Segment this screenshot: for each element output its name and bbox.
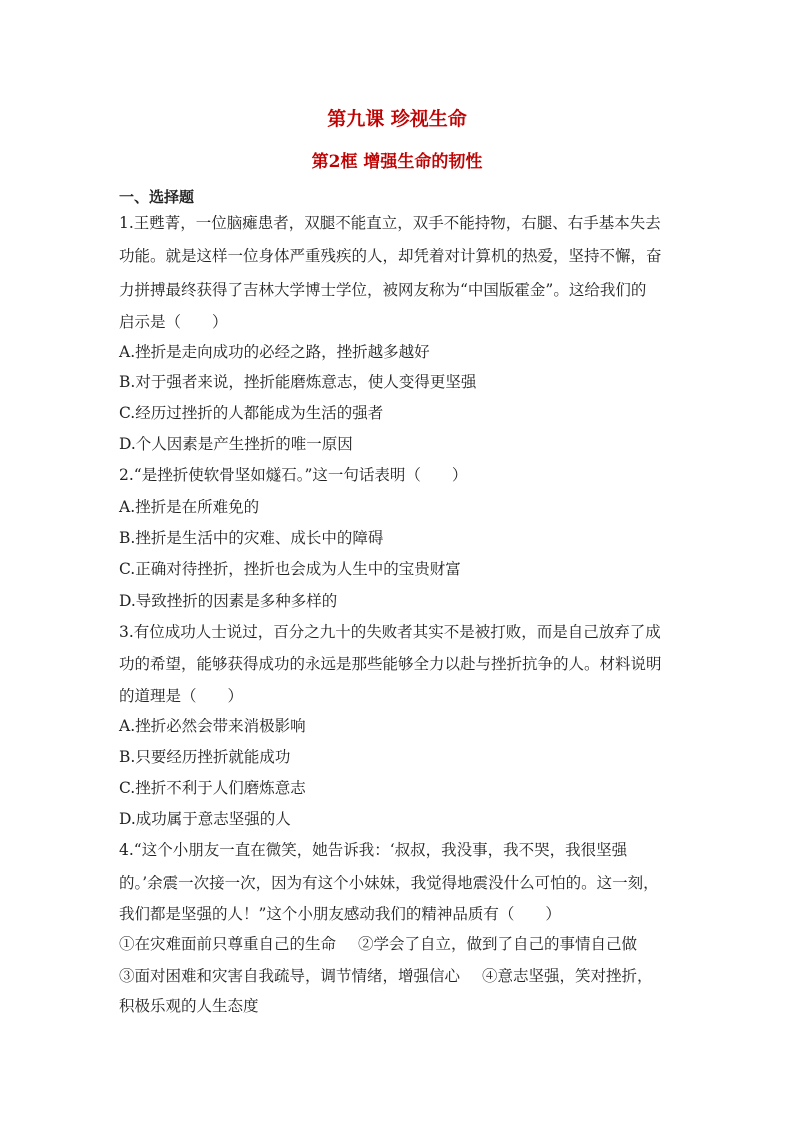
- q1-stem-line: 启示是（ ）: [119, 313, 228, 331]
- q4-choice-4-continued: 积极乐观的人生态度: [119, 997, 259, 1015]
- q2-option-d: D.导致挫折的因素是多种多样的: [119, 592, 338, 610]
- q1-stem-line: 1.王甦菁，一位脑瘫患者，双腿不能直立，双手不能持物，右腿、右手基本失去: [119, 214, 661, 232]
- q3-option-c: C.挫折不利于人们磨炼意志: [119, 779, 306, 797]
- q4-choice-3: ③面对困难和灾害自我疏导，调节情绪，增强信心: [119, 967, 461, 985]
- q1-option-a: A.挫折是走向成功的必经之路，挫折越多越好: [119, 343, 430, 361]
- q1-option-d: D.个人因素是产生挫折的唯一原因: [119, 435, 353, 453]
- lesson-subtitle: 第2框 增强生命的韧性: [311, 152, 483, 172]
- q2-option-c: C.正确对待挫折，挫折也会成为人生中的宝贵财富: [119, 560, 461, 578]
- q4-choice-row: [119, 934, 679, 954]
- q4-choice-row: [119, 966, 679, 986]
- q4-choice-4: ④意志坚强，笑对挫折，: [482, 967, 653, 985]
- q4-choice-2: ②学会了自立，做到了自己的事情自己做: [358, 935, 638, 953]
- q4-stem-line: 4.“这个小朋友一直在微笑，她告诉我：‘叔叔，我没事，我不哭，我很坚强: [119, 841, 628, 859]
- q3-option-b: B.只要经历挫折就能成功: [119, 748, 291, 766]
- section-heading: 一、选择题: [119, 188, 195, 206]
- q3-stem-line: 3.有位成功人士说过，百分之九十的失败者其实不是被打败，而是自己放弃了成: [119, 623, 661, 641]
- q3-stem-line: 的道理是（ ）: [119, 687, 244, 705]
- q3-stem-line: 功的希望，能够获得成功的永远是那些能够全力以赴与挫折抗争的人。材料说明: [119, 655, 662, 673]
- q1-stem-line: 功能。就是这样一位身体严重残疾的人，却凭着对计算机的热爱，坚持不懈，奋: [119, 247, 662, 265]
- q4-choice-1: ①在灾难面前只尊重自己的生命: [119, 935, 337, 953]
- q1-option-c: C.经历过挫折的人都能成为生活的强者: [119, 404, 384, 422]
- lesson-title: 第九课 珍视生命: [327, 108, 467, 130]
- q2-stem-line: 2.“是挫折使软骨坚如燧石。”这一句话表明（ ）: [119, 466, 468, 484]
- q3-option-a: A.挫折必然会带来消极影响: [119, 717, 306, 735]
- q2-option-b: B.挫折是生活中的灾难、成长中的障碍: [119, 529, 384, 547]
- q1-stem-line: 力拼搏最终获得了吉林大学博士学位，被网友称为“中国版霍金”。这给我们的: [119, 281, 647, 299]
- q4-stem-line: 的。’余震一次接一次，因为有这个小妹妹，我觉得地震没什么可怕的。这一刻，: [119, 874, 659, 892]
- q1-option-b: B.对于强者来说，挫折能磨炼意志，使人变得更坚强: [119, 373, 477, 391]
- q2-option-a: A.挫折是在所难免的: [119, 498, 260, 516]
- q4-stem-line: 我们都是坚强的人！”这个小朋友感动我们的精神品质有（ ）: [119, 905, 561, 923]
- q3-option-d: D.成功属于意志坚强的人: [119, 810, 291, 828]
